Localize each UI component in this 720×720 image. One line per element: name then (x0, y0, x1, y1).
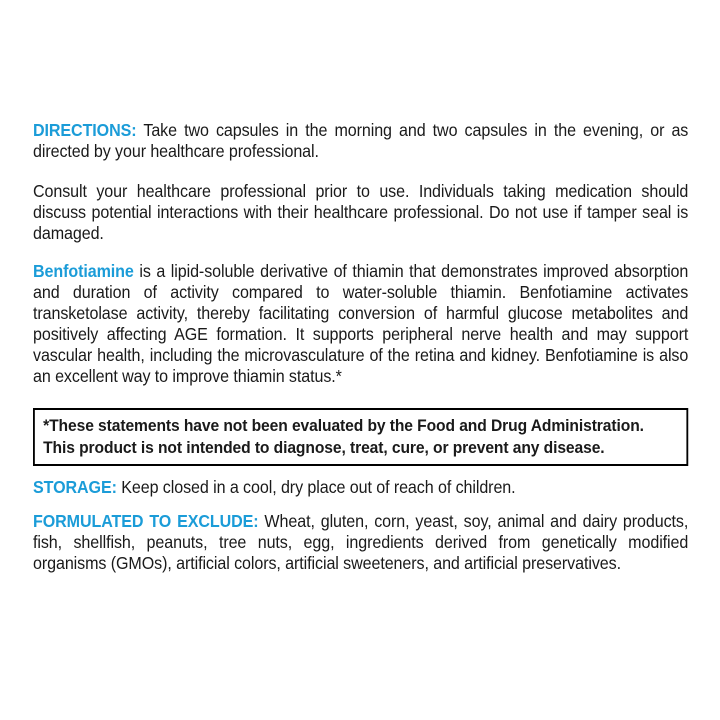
fda-disclaimer-box (33, 408, 688, 466)
fda-disclaimer-line-2: This product is not intended to diagnose, treat, cure, or prevent any disease. (43, 438, 605, 457)
benfotiamine-label: Benfotiamine (33, 261, 134, 281)
formulated-to-exclude-paragraph (33, 511, 688, 574)
label-text-block (33, 120, 688, 574)
storage-label: STORAGE: (33, 477, 117, 497)
benfotiamine-paragraph (33, 261, 688, 387)
directions-text: Take two capsules in the morning and two capsules in the evening, or as directed by your healthcare professional. (33, 120, 689, 161)
formulated-to-exclude-label: FORMULATED TO EXCLUDE: (33, 511, 259, 531)
fda-disclaimer-line-1: *These statements have not been evaluated by the Food and Drug Administration. (43, 416, 644, 435)
benfotiamine-text: is a lipid-soluble derivative of thiamin that demonstrates improved absorption and duration of activity compared to water-soluble thiamin. Benfotiamine activates transketolase activity, thereby facilitating conversion of harmful glucose metabolites and positively affecting AGE formation. It supports peripheral nerve health and may support vascular health, including the microvasculature of the retina and kidney. Benfotiamine is also an excellent way to improve thiamin status.* (33, 261, 689, 386)
formulated-to-exclude-text: Wheat, gluten, corn, yeast, soy, animal and dairy products, fish, shellfish, peanuts, tree nuts, egg, ingredients derived from genetically modified organisms (GMOs), artificial colors, artificial sweeteners, and artificial preservatives. (33, 511, 689, 573)
storage-text: Keep closed in a cool, dry place out of reach of children. (121, 477, 516, 497)
consult-text: Consult your healthcare professional prior to use. Individuals taking medication should discuss potential interactions with their healthcare professional. Do not use if tamper seal is damaged. (33, 181, 689, 243)
consult-paragraph (33, 181, 688, 244)
directions-paragraph (33, 120, 688, 162)
storage-paragraph (33, 477, 688, 498)
directions-label: DIRECTIONS: (33, 120, 137, 140)
